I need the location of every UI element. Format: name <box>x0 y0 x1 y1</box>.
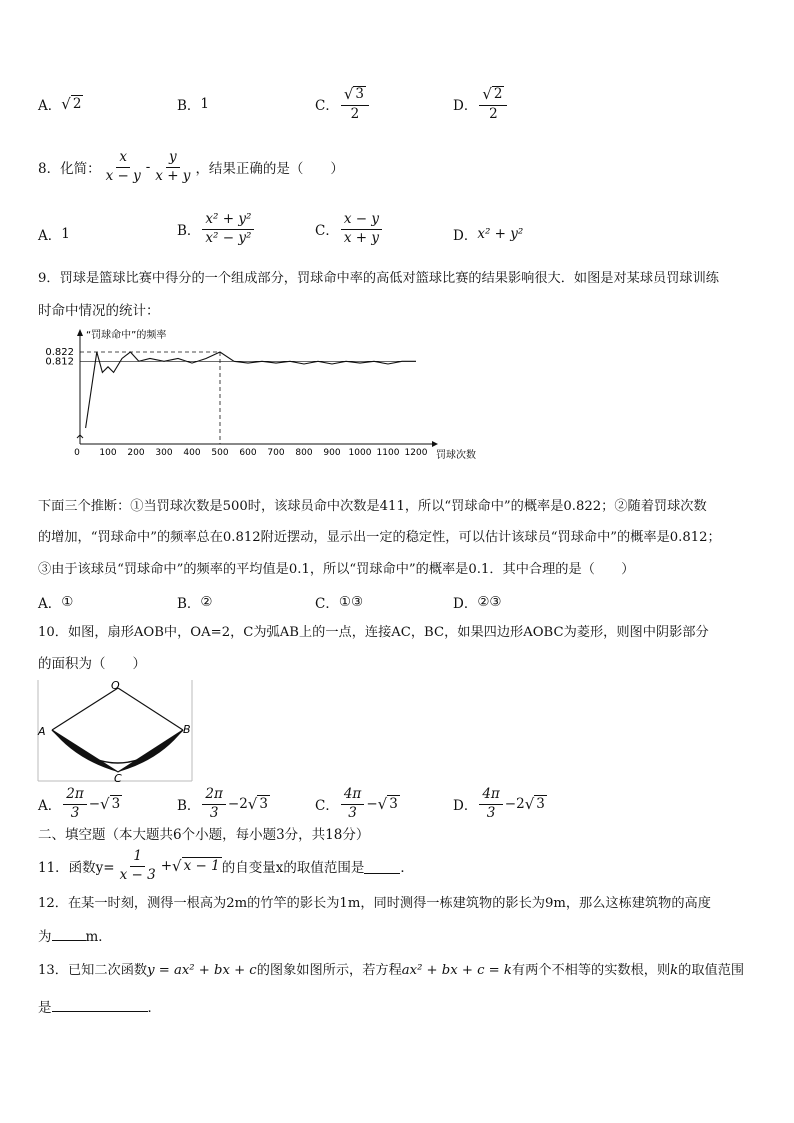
x-tick-label: 400 <box>183 448 201 458</box>
q10-option-a: A． $\frac{2\pi}{3}$ − √ 3 <box>38 786 121 821</box>
q7-option-a: A． √ 2 <box>38 95 82 114</box>
q8-option-a: A． 1 <box>38 226 70 244</box>
x-tick-label: 800 <box>295 448 313 458</box>
label-o: O <box>111 679 120 692</box>
q9-para1: 下面三个推断：①当罚球次数是500时，该球员命中次数是411，所以“罚球命中”的概率是0.822；②随着罚球次数 <box>38 499 707 514</box>
q12-stem-line2: 为 m． <box>38 926 112 947</box>
x-tick-label: 300 <box>155 448 173 458</box>
fraction: $\frac{x - y}{x + y}$ <box>341 212 382 246</box>
q8-option-d: D． x² + y² <box>453 226 524 244</box>
x-tick-label: 200 <box>127 448 145 458</box>
series <box>80 352 416 444</box>
answer-blank[interactable] <box>52 997 148 1012</box>
q9-option-a: A． ① <box>38 594 74 612</box>
fraction: $\frac{2\pi}{3}$ <box>63 787 86 821</box>
sector-diagram <box>36 678 196 783</box>
segment-ob <box>118 688 183 730</box>
axes <box>77 329 438 447</box>
q10-stem-line2: 的面积为（ ） <box>38 656 146 672</box>
q7-option-d: D． √ 2 2 <box>453 86 509 122</box>
answer-blank[interactable] <box>364 859 400 874</box>
q9-stem-line1: 9．罚球是篮球比赛中得分的一个组成部分，罚球命中率的高低对篮球比赛的结果影响很大．如图是对某球员罚球训练 <box>38 271 719 286</box>
q9-para2: 的增加，“罚球命中”的频率总在0.812附近摆动，显示出一定的稳定性，可以估计该球员“罚球命中”的概率是0.812； <box>38 530 721 545</box>
y-axis-arrow <box>77 329 83 336</box>
segment-bc <box>118 730 183 772</box>
section-heading: 二、填空题（本大题共6个小题，每小题3分，共18分） <box>38 827 370 843</box>
segment-oa <box>52 688 118 730</box>
y-tick-label: 0.822 <box>45 347 74 358</box>
q11-stem: 11．函数y= $\frac{1}{x - 3}$ + √ x − 1 的自变量x的取值范围是 ． <box>38 848 414 883</box>
q7-option-c: C． √ 3 2 <box>315 86 371 122</box>
fraction: $\frac{x}{x - y}$ <box>105 149 141 184</box>
answer-blank[interactable] <box>52 926 86 941</box>
label-b: B <box>183 723 191 736</box>
fraction: $\frac{4\pi}{3}$ <box>479 787 502 821</box>
frequency-chart <box>36 326 496 466</box>
x-tick-label: 600 <box>239 448 257 458</box>
x-tick-label: 1100 <box>376 448 400 458</box>
label-a: A <box>38 725 46 738</box>
q13-stem-line1: 13．已知二次函数y = ax² + bx + c的图象如图所示，若方程ax² + bx + c = k有两个不相等的实数根，则k的取值范围 <box>38 963 745 978</box>
fraction: $\frac{2\pi}{3}$ <box>202 787 225 821</box>
q8-stem: 8．化简： $\frac{x}{x - y}$ - $\frac{y}{x + y}$ ，结果正确的是（ ） <box>38 149 344 184</box>
q9-option-c: C． ①③ <box>315 594 364 612</box>
fraction: $\frac{\text{x² + y²}}{\text{x² − y²}}$ <box>202 212 254 246</box>
q8-option-c: C． $\frac{x - y}{x + y}$ <box>315 212 384 246</box>
y-tick-label: 0.812 <box>45 356 74 368</box>
segment-ac <box>52 730 118 772</box>
fraction: √ 2 2 <box>479 86 507 122</box>
q7-option-b: B． 1 <box>177 96 210 114</box>
arc-ab <box>52 730 183 763</box>
q9-para3: ③由于该球员“罚球命中”的频率的平均值是0.1，所以“罚球命中”的概率是0.1．其中合理的是（ ） <box>38 562 635 577</box>
q10-option-b: B． $\frac{2\pi}{3}$ −2 √ 3 <box>177 786 268 821</box>
q12-stem-line1: 12．在某一时刻，测得一根高为2m的竹竿的影长为1m，同时测得一栋建筑物的影长为9m，那么这栋建筑物的高度 <box>38 896 711 911</box>
sqrt: √ 2 <box>61 95 82 113</box>
x-tick-label: 900 <box>323 448 341 458</box>
q9-option-b: B． ② <box>177 594 213 612</box>
label-c: C <box>114 772 122 783</box>
x-tick-label: 100 <box>99 448 117 458</box>
x-tick-label: 700 <box>267 448 285 458</box>
q10-option-d: D． $\frac{4\pi}{3}$ −2 √ 3 <box>453 786 545 821</box>
q9-stem-line2: 时命中情况的统计： <box>38 303 160 319</box>
q13-stem-line2: 是 ． <box>38 997 161 1018</box>
q10-option-c: C． $\frac{4\pi}{3}$ − √ 3 <box>315 786 398 821</box>
fraction: $\frac{4\pi}{3}$ <box>341 787 364 821</box>
q8-option-b: B． $\frac{\text{x² + y²}}{\text{x² − y²}}$ <box>177 212 256 246</box>
fraction: $\frac{1}{x - 3}$ <box>119 848 156 883</box>
x-axis-label: 罚球次数 <box>436 450 476 461</box>
y-axis-label: “罚球命中”的频率 <box>86 330 167 341</box>
x-axis-arrow <box>432 441 438 447</box>
fraction: $\frac{y}{x + y}$ <box>155 149 191 184</box>
q10-stem-line1: 10．如图，扇形AOB中，OA=2，C为弧AB上的一点，连接AC，BC，如果四边形AOBC为菱形，则图中阴影部分 <box>38 625 709 640</box>
ticks <box>45 347 427 458</box>
x-tick-label: 500 <box>211 448 229 458</box>
x-tick-label: 0 <box>74 448 80 458</box>
fraction: √ 3 2 <box>341 86 369 122</box>
frequency-line <box>86 352 416 428</box>
x-tick-label: 1000 <box>348 448 372 458</box>
q9-option-d: D． ②③ <box>453 594 502 612</box>
x-tick-label: 1200 <box>404 448 428 458</box>
